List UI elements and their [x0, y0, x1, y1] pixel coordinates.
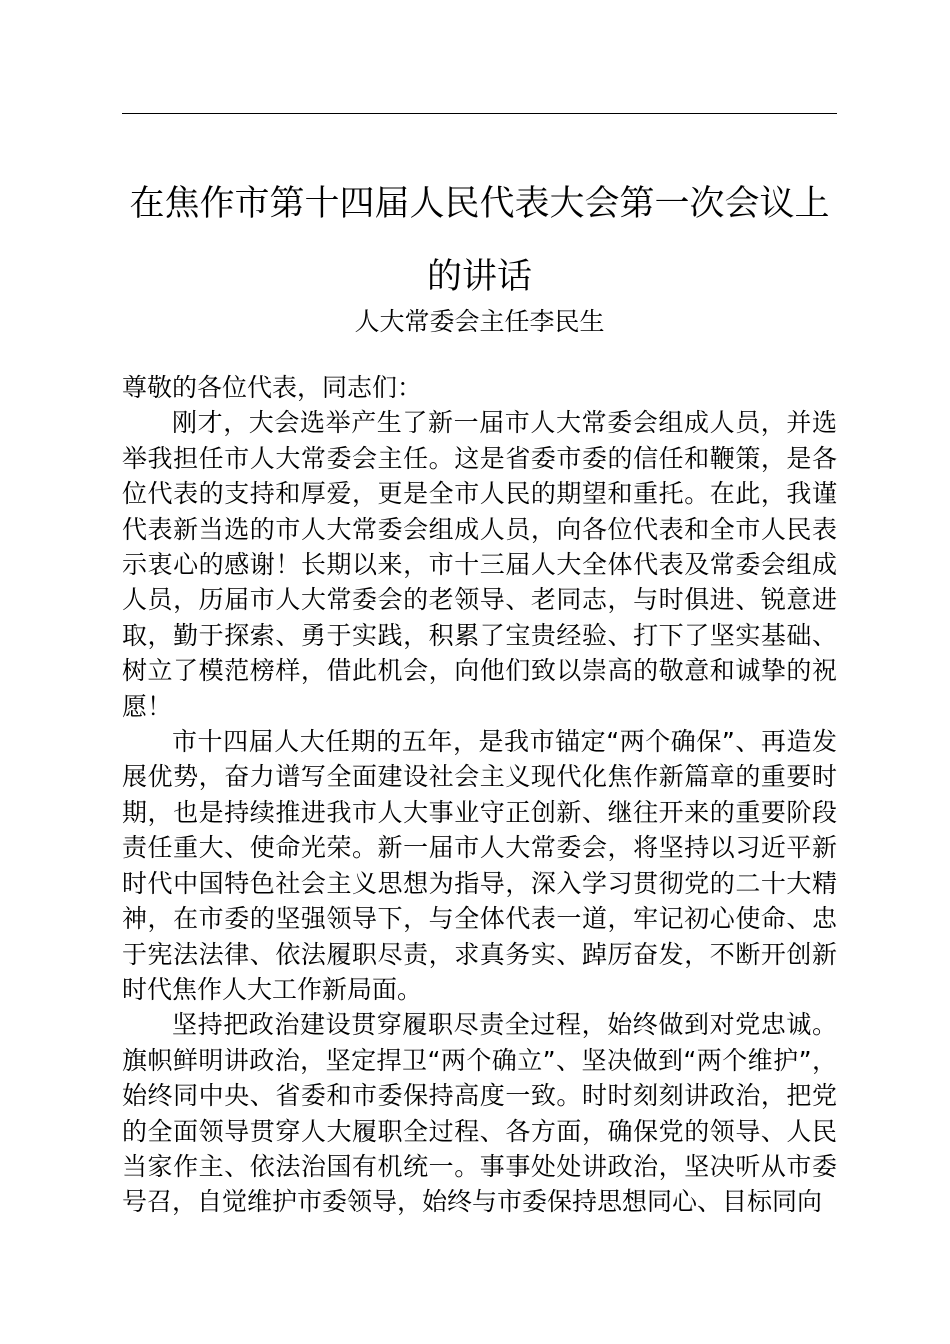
- author-line: 人大常委会主任李民生: [354, 307, 605, 336]
- title-line-2: 的讲话: [426, 257, 532, 297]
- document-title: [122, 168, 837, 314]
- header-rule: [122, 113, 837, 114]
- paragraph-2: 市十四届人大任期的五年，是我市锚定“两个确保”、再造发展优势，奋力谱写全面建设社会主义现代化焦作新篇章的重要时期，也是持续推进我市人大事业守正创新、继往开来的重要阶段责任重大、使命光荣。新一届市人大常委会，将坚持以习近平新时代中国特色社会主义思想为指导，深入学习贯彻党的二十大精神，在市委的坚强领导下，与全体代表一道，牢记初心使命、忠于宪法法律、依法履职尽责，求真务实、踔厉奋发，不断开创新时代焦作人大工作新局面。: [122, 727, 837, 1004]
- title-line-1: 在焦作市第十四届人民代表大会第一次会议上: [129, 184, 830, 224]
- paragraph-1: 刚才，大会选举产生了新一届市人大常委会组成人员，并选举我担任市人大常委会主任。这是省委市委的信任和鞭策，是各位代表的支持和厚爱，更是全市人民的期望和重托。在此，我谨代表新当选的市人大常委会组成人员，向各位代表和全市人民表示衷心的感谢！长期以来，市十三届人大全体代表及常委会组成人员，历届市人大常委会的老领导、老同志，与时俱进、锐意进取，勤于探索、勇于实践，积累了宝贵经验、打下了坚实基础、树立了模范榜样，借此机会，向他们致以崇高的敬意和诚挚的祝愿！: [122, 408, 837, 721]
- salutation: 尊敬的各位代表，同志们：: [122, 373, 423, 402]
- paragraph-3: 坚持把政治建设贯穿履职尽责全过程，始终做到对党忠诚。旗帜鲜明讲政治，坚定捍卫“两个确立”、坚决做到“两个维护”，始终同中央、省委和市委保持高度一致。时时刻刻讲政治，把党的全面领导贯穿人大履职全过程、各方面，确保党的领导、人民当家作主、依法治国有机统一。事事处处讲政治，坚决听从市委号召，自觉维护市委领导，始终与市委保持思想同心、目标同向: [122, 1010, 837, 1217]
- document-body: [122, 370, 837, 1220]
